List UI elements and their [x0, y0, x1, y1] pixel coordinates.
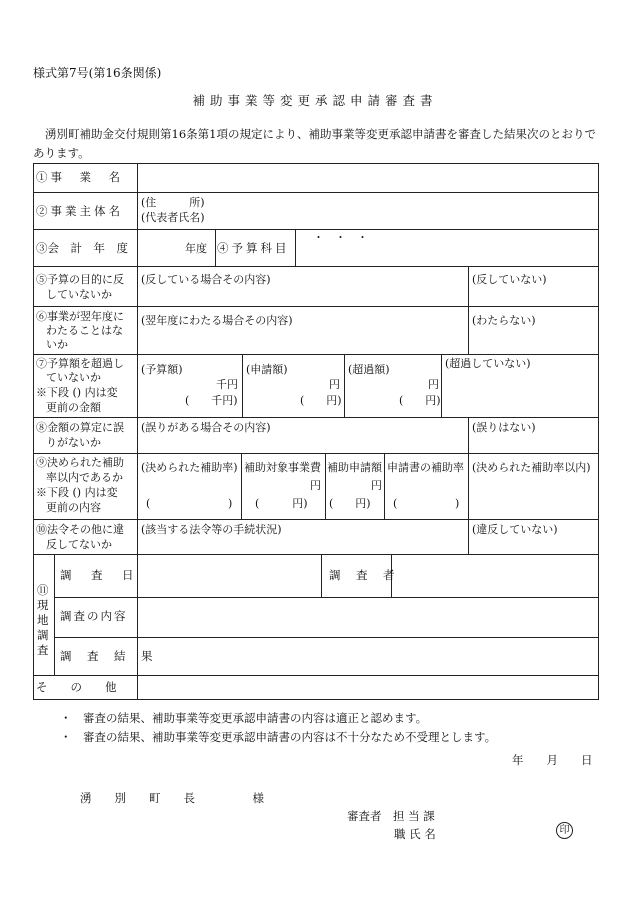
requested-amount-unit: 円 [329, 378, 340, 391]
label-column-divider [137, 163, 138, 699]
set-rate-open: ( [146, 497, 151, 510]
table-rule-vertical [468, 519, 469, 554]
inspector-label: 調 査 者 [329, 568, 397, 582]
eligible-cost-previous: ( 円) [255, 497, 308, 510]
table-rule-vertical [215, 229, 216, 266]
within-set-rate: (決められた補助率以内) [472, 461, 591, 474]
budget-excess-label: ⑦予算額を超過し [36, 357, 124, 370]
examiner-dept: 審査者 担 当 課 [347, 809, 435, 823]
table-rule [33, 417, 599, 418]
law-compliance-label-cont: 反してないか [46, 538, 112, 551]
set-rate-header: (決められた補助率) [141, 461, 238, 474]
table-rule-vertical [325, 453, 326, 519]
requested-amount-header: (申請額) [246, 363, 288, 376]
table-rule [33, 519, 599, 520]
calculation-no-error: (誤りはない) [472, 421, 536, 434]
next-year-label-cont: いか [46, 338, 68, 351]
other-label: そ の 他 [36, 680, 117, 694]
table-rule [33, 306, 599, 307]
seal-mark: 印 [556, 822, 573, 839]
address-label: (住 所) [141, 196, 205, 209]
table-rule-vertical [468, 266, 469, 354]
table-rule-top [33, 163, 599, 164]
project-entity-label: ②事業主体名 [36, 204, 123, 218]
requested-amount-previous: ( 円) [300, 394, 342, 407]
law-compliance-label: ⑩法令その他に違 [36, 523, 124, 536]
application-rate-close: ) [455, 497, 460, 510]
budget-excess-label-cont: ていないか [46, 371, 101, 384]
budget-purpose-label: ⑤予算の目的に反 [36, 273, 124, 286]
budget-item-label: ④予算科目 [217, 241, 290, 255]
project-name-label: ①事 業 名 [36, 170, 123, 184]
budget-amount-previous: ( 千円) [185, 394, 238, 407]
survey-result-label: 調 査 結 果 [60, 649, 155, 663]
table-rule [33, 229, 599, 230]
table-rule-vertical [295, 229, 296, 266]
subsidy-rate-label: ⑨決められた補助 [36, 456, 124, 469]
excess-amount-previous: ( 円) [399, 394, 441, 407]
table-rule [33, 453, 599, 454]
budget-excess-note: ※下段 () 内は変 [36, 386, 118, 399]
budget-item-dots: ・ ・ ・ [313, 231, 368, 244]
site-survey-label: ⑪現地調査 [37, 583, 49, 657]
no-violation: (違反していない) [472, 523, 558, 536]
calculation-label-cont: りがないか [46, 436, 101, 449]
subsidy-request-previous: ( 円) [329, 497, 371, 510]
table-rule [33, 554, 599, 555]
next-year-label-cont: わたることはな [46, 324, 123, 337]
table-rule-bottom [33, 699, 599, 700]
table-rule-vertical [241, 453, 242, 519]
table-rule-vertical [242, 354, 243, 417]
subsidy-rate-note-cont: 更前の内容 [46, 501, 101, 514]
eligible-cost-unit: 円 [310, 479, 321, 492]
table-rule-vertical [441, 354, 442, 417]
budget-purpose-if-violated: (反している場合その内容) [141, 273, 271, 286]
calculation-if-error: (誤りがある場合その内容) [141, 421, 271, 434]
review-table [33, 163, 599, 700]
representative-label: (代表者氏名) [141, 211, 205, 224]
subsidy-rate-note: ※下段 () 内は変 [36, 486, 118, 499]
table-rule-vertical [344, 354, 345, 417]
mayor-addressee: 湧 別 町 長 様 [80, 791, 264, 805]
subsidy-request-header: 補助申請額 [327, 461, 382, 474]
date-line: 年 月 日 [512, 753, 593, 767]
table-rule [33, 192, 599, 193]
calculation-label: ⑧金額の算定に誤 [36, 421, 124, 434]
table-rule [54, 637, 599, 638]
application-rate-header: 申請書の補助率 [387, 461, 464, 474]
next-year-not-spans: (わたらない) [472, 314, 536, 327]
set-rate-close: ) [228, 497, 233, 510]
survey-content-label: 調査の内容 [60, 609, 128, 623]
table-rule [33, 354, 599, 355]
table-rule-vertical [468, 417, 469, 453]
fiscal-year-label: ③会 計 年 度 [36, 241, 128, 255]
not-exceeded: (超過していない) [445, 357, 531, 370]
budget-purpose-label-cont: していないか [46, 288, 112, 301]
budget-excess-note-cont: 更前の金額 [46, 401, 101, 414]
form-number: 様式第7号(第16条関係) [33, 66, 162, 80]
budget-amount-unit: 千円 [216, 378, 238, 391]
next-year-if-spans: (翌年度にわたる場合その内容) [141, 314, 293, 327]
rejection-statement: ・ 審査の結果、補助事業等変更承認申請書の内容は不十分なため不受理とします。 [60, 730, 497, 744]
table-rule [54, 597, 599, 598]
eligible-cost-header: 補助対象事業費 [244, 461, 321, 474]
intro-text: 湧別町補助金交付規則第16条第1項の規定により、補助事業等変更承認申請書を審査した結果次のとおりであります。 [33, 127, 596, 160]
subsidy-request-unit: 円 [371, 479, 382, 492]
table-rule-vertical [468, 453, 469, 519]
approval-statement: ・ 審査の結果、補助事業等変更承認申請書の内容は適正と認めます。 [60, 711, 428, 725]
table-rule-vertical [384, 453, 385, 519]
excess-amount-unit: 円 [428, 378, 439, 391]
budget-amount-header: (予算額) [141, 363, 183, 376]
law-procedure-status: (該当する法令等の手続状況) [141, 523, 282, 536]
table-rule [33, 675, 599, 676]
survey-date-label: 調 査 日 [60, 568, 138, 582]
site-survey-divider [54, 554, 55, 675]
budget-purpose-not-violated: (反していない) [472, 273, 547, 286]
table-rule [33, 266, 599, 267]
excess-amount-header: (超過額) [348, 363, 390, 376]
subsidy-rate-label-cont: 率以内であるか [46, 471, 123, 484]
examiner-name: 職 氏 名 [394, 827, 436, 841]
table-border-left [33, 163, 34, 699]
next-year-label: ⑥事業が翌年度に [36, 310, 124, 323]
application-rate-open: ( [393, 497, 398, 510]
document-title: 補助事業等変更承認申請審査書 [192, 93, 438, 108]
fiscal-year-suffix: 年度 [185, 242, 207, 255]
table-border-right [598, 163, 599, 699]
table-rule-vertical [321, 554, 322, 597]
